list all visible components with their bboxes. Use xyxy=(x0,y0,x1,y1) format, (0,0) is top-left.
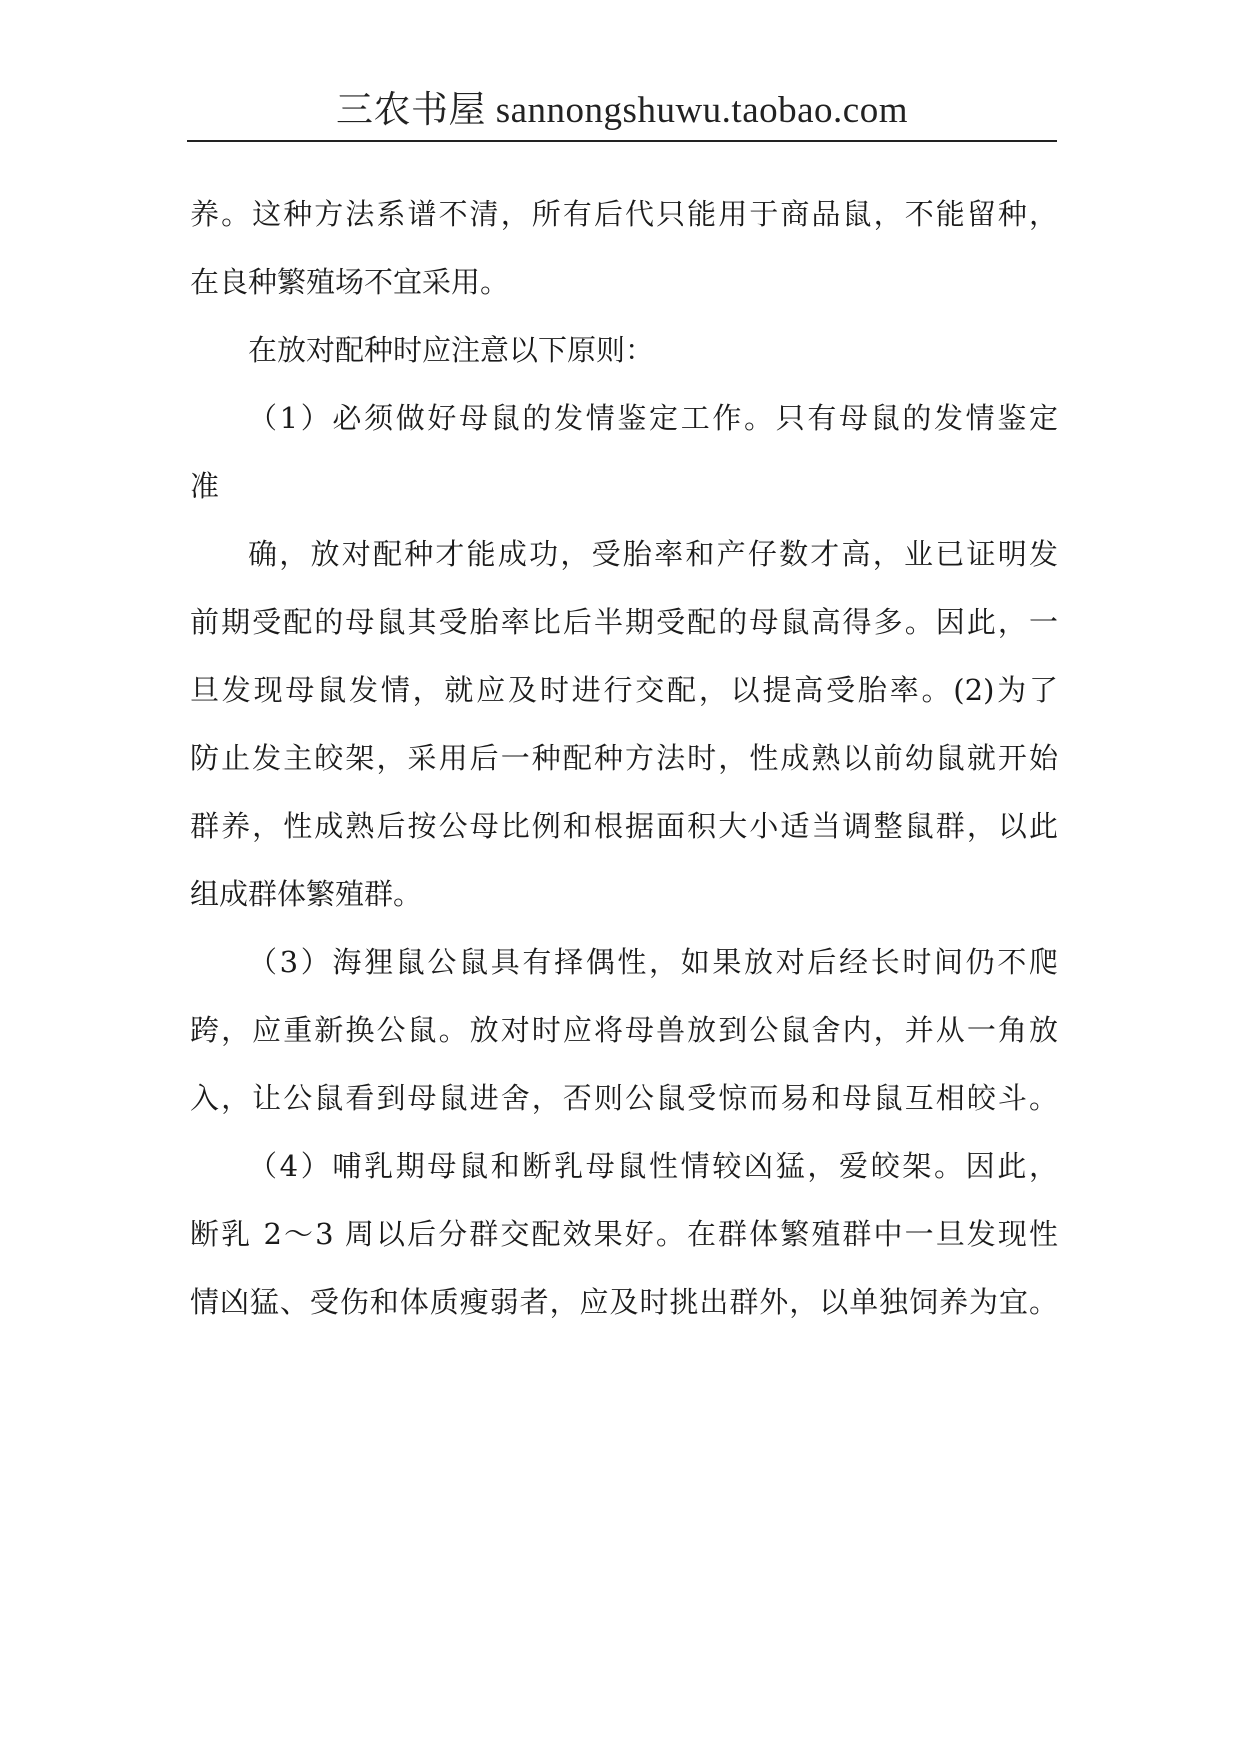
text-line: （4）哺乳期母鼠和断乳母鼠性情较凶猛，爱皎架。因此， xyxy=(248,1149,1058,1183)
text-line: 组成群体繁殖群。 xyxy=(190,877,423,911)
body-text xyxy=(190,180,1058,1336)
text-line: 情凶猛、受伤和体质瘦弱者，应及时挑出群外，以单独饲养为宜。 xyxy=(190,1285,1058,1319)
text-line: 入，让公鼠看到母鼠进舍，否则公鼠受惊而易和母鼠互相皎斗。 xyxy=(190,1081,1058,1115)
text-line: 旦发现母鼠发情，就应及时进行交配，以提高受胎率。(2)为了 xyxy=(190,673,1058,707)
text-line: （1）必须做好母鼠的发情鉴定工作。只有母鼠的发情鉴定 xyxy=(248,401,1058,435)
text-line: 准 xyxy=(190,469,220,503)
header-divider xyxy=(187,140,1057,142)
text-line: 前期受配的母鼠其受胎率比后半期受配的母鼠高得多。因此，一 xyxy=(190,605,1058,639)
text-line: （3）海狸鼠公鼠具有择偶性，如果放对后经长时间仍不爬 xyxy=(248,945,1058,979)
text-line: 跨，应重新换公鼠。放对时应将母兽放到公鼠舍内，并从一角放 xyxy=(190,1013,1058,1047)
text-line: 防止发主皎架，采用后一种配种方法时，性成熟以前幼鼠就开始 xyxy=(190,741,1058,775)
text-line: 断乳 2～3 周以后分群交配效果好。在群体繁殖群中一旦发现性 xyxy=(190,1217,1058,1251)
text-line: 确，放对配种才能成功，受胎率和产仔数才高，业已证明发 xyxy=(248,537,1058,571)
text-line: 在良种繁殖场不宜采用。 xyxy=(190,265,510,299)
page-header-title: 三农书屋 sannongshuwu.taobao.com xyxy=(335,90,909,131)
text-line: 在放对配种时应注意以下原则： xyxy=(248,333,655,367)
text-line: 养。这种方法系谱不清，所有后代只能用于商品鼠，不能留种， xyxy=(190,197,1058,231)
text-line: 群养，性成熟后按公母比例和根据面积大小适当调整鼠群，以此 xyxy=(190,809,1058,843)
